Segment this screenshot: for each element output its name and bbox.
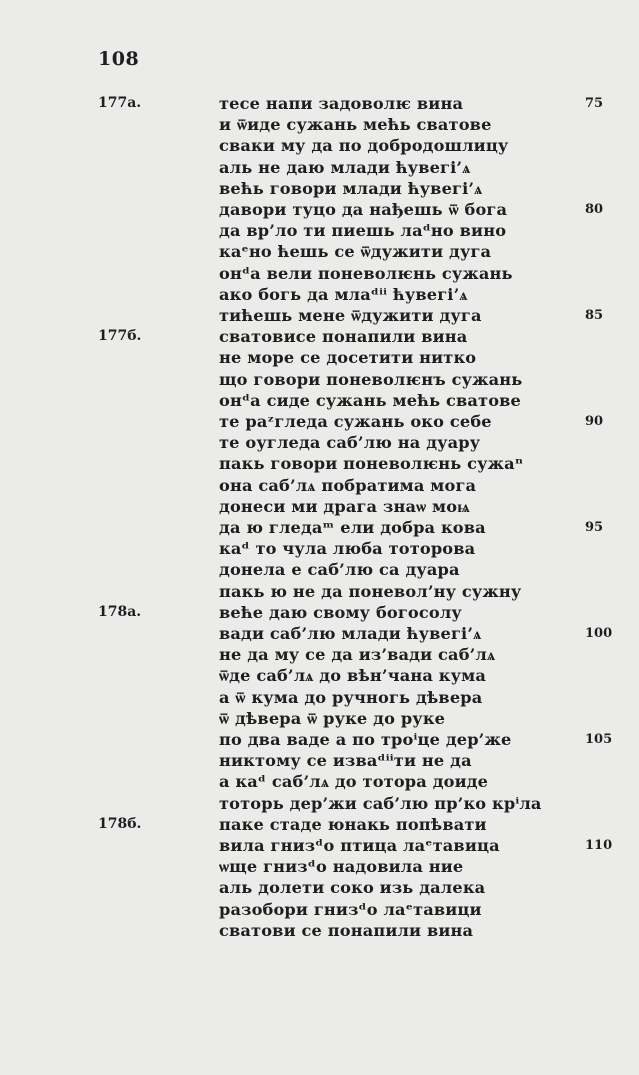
- verse-line: [0, 305, 639, 326]
- verse-text: и ѿиде сужань мећь сватове: [219, 115, 492, 135]
- verse-line: [0, 771, 639, 792]
- verse-line: [0, 708, 639, 729]
- verse-text: онᵈа вели поневолѥнь сужань: [219, 263, 513, 283]
- verse-text: вади саб’лю млади ћувегі’ѧ: [219, 624, 482, 643]
- verse-text: никтому се изваᵈⁱⁱти не да: [219, 751, 472, 771]
- verse-text: да вр’ло ти пиешь лаᵈно вино: [219, 221, 507, 241]
- verse-line: [0, 347, 639, 368]
- verse-line: [0, 581, 639, 602]
- verse-line: [0, 750, 639, 771]
- verse-text: веће даю свому богосолу: [219, 602, 462, 622]
- verse-text: аль не даю млади ћувегі’ѧ: [219, 157, 471, 177]
- verse-text: тесе напи задоволѥ вина: [219, 94, 464, 113]
- verse-text: вила гнизᵈо птица лаᵉтавица: [219, 836, 500, 855]
- verse-line: [0, 856, 639, 877]
- verse-text: пакь ю не да поневол’ну сужну: [219, 581, 522, 601]
- verse-line: [0, 517, 639, 538]
- verse-line: [0, 538, 639, 559]
- folio-marker: 178a.: [98, 603, 142, 620]
- verse-text: она саб’лѧ побратима мога: [219, 475, 477, 495]
- verse-text: паке стаде юнакь попѣвати: [219, 814, 487, 834]
- line-number: 85: [585, 308, 604, 323]
- verse-line: [0, 390, 639, 411]
- verse-line: [0, 284, 639, 305]
- verse-line: [0, 602, 639, 623]
- verse-text: каᵈ то чула люба тоторова: [219, 539, 476, 559]
- line-number: 90: [585, 414, 604, 429]
- verse-line: [0, 559, 639, 580]
- verse-text: донела е саб’лю са дуара: [219, 560, 460, 580]
- verse-text: донеси ми драга знаѡ моѩ: [219, 496, 470, 516]
- verse-line: [0, 369, 639, 390]
- verse-text: каᵉно ћешь се ѿдужити дуга: [219, 242, 492, 262]
- folio-marker: 177б.: [98, 328, 142, 345]
- verse-text: не море се досетити нитко: [219, 348, 477, 368]
- page-number: 108: [98, 48, 140, 70]
- verse-line: [0, 496, 639, 517]
- line-number: 105: [585, 732, 613, 747]
- verse-line: [0, 114, 639, 135]
- verse-line: [0, 899, 639, 920]
- verse-line: [0, 199, 639, 220]
- verse-text: онᵈа сиде сужань мећь сватове: [219, 390, 522, 410]
- verse-text: а ѿ кума до ручногь дѣвера: [219, 687, 483, 707]
- verse-line: [0, 93, 639, 114]
- verse-line: [0, 178, 639, 199]
- verse-line: [0, 920, 639, 941]
- verse-line: [0, 432, 639, 453]
- verse-line: [0, 687, 639, 708]
- verse-text: тићешь мене ѿдужити дуга: [219, 306, 482, 325]
- verse-line: [0, 814, 639, 835]
- folio-marker: 177a.: [98, 95, 142, 111]
- verse-text: сватови се понапили вина: [219, 920, 474, 940]
- folio-marker: 178б.: [98, 815, 142, 832]
- line-number: 75: [585, 96, 604, 111]
- verse-line: [0, 326, 639, 347]
- line-number: 100: [585, 626, 613, 641]
- verse-line: [0, 157, 639, 178]
- verse-line: [0, 220, 639, 241]
- verse-text: разобори гнизᵈо лаᵉтавици: [219, 899, 482, 919]
- verse-text: пакь говори поневолѥнь сужаⁿ: [219, 454, 524, 474]
- line-number: 110: [585, 838, 613, 853]
- verse-line: [0, 665, 639, 686]
- verse-text: аль долети соко изь далека: [219, 878, 486, 898]
- verse-text: ѡще гнизᵈо надовила ние: [219, 857, 464, 877]
- verse-text: ѿ дѣвера ѿ руке до руке: [219, 708, 446, 728]
- verse-text: що говори поневолѥнъ сужань: [219, 369, 523, 389]
- verse-text: ако богь да млаᵈⁱⁱ ћувегі’ѧ: [219, 284, 468, 304]
- verse-line: [0, 135, 639, 156]
- line-number: 95: [585, 520, 604, 535]
- verse-line: [0, 877, 639, 898]
- verse-line: [0, 644, 639, 665]
- verse-text: сватовисе понапили вина: [219, 327, 468, 347]
- verse-text: те оугледа саб’лю на дуару: [219, 433, 481, 453]
- verse-text: давори туцо да нађешь ѿ бога: [219, 200, 508, 219]
- verse-line: [0, 411, 639, 432]
- verse-text: по два ваде а по троⁱце дер’же: [219, 730, 512, 749]
- verse-text: те раᶻгледа сужань око себе: [219, 412, 492, 431]
- verse-text: не да му се да из’вади саб’лѧ: [219, 645, 496, 665]
- verse-text: да ю гледаᵐ ели добра кова: [219, 518, 486, 537]
- verse-text: сваки му да по добродошлицу: [219, 136, 509, 156]
- verse-line: [0, 793, 639, 814]
- verse-line: [0, 623, 639, 644]
- verse-text: а каᵈ саб’лѧ до тотора доиде: [219, 772, 489, 792]
- verse-text: већь говори млади ћувегі’ѧ: [219, 178, 483, 198]
- verse-line: [0, 263, 639, 284]
- verse-line: [0, 453, 639, 474]
- verse-line: [0, 475, 639, 496]
- line-number: 80: [585, 202, 604, 217]
- verse-text: тоторь дер’жи саб’лю пр’ко крⁱла: [219, 793, 542, 813]
- verse-line: [0, 835, 639, 856]
- verse-line: [0, 729, 639, 750]
- verse-text: ѿде саб’лѧ до вѣн’чана кума: [219, 666, 486, 686]
- verse-line: [0, 241, 639, 262]
